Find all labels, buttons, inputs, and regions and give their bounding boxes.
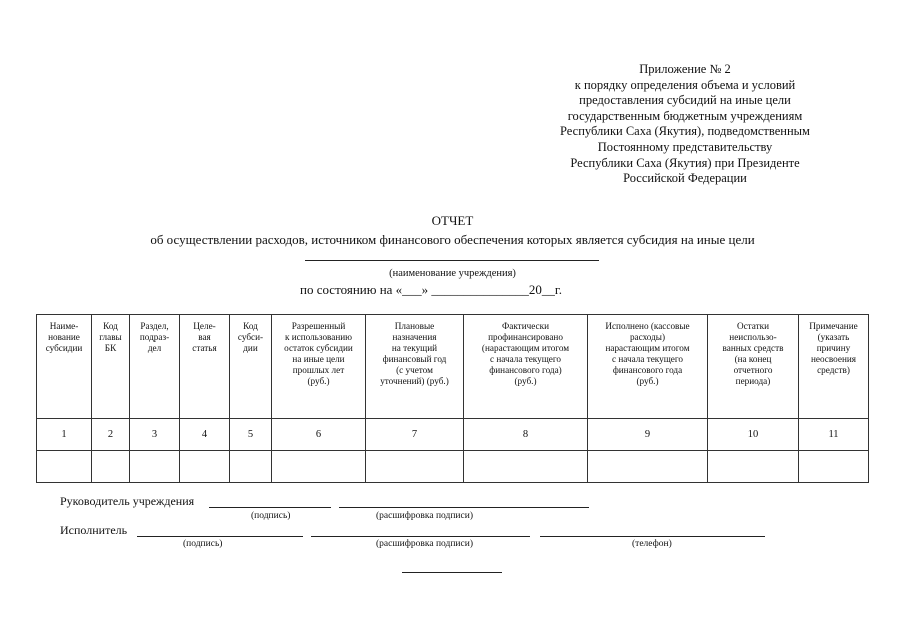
executor-decode-caption: (расшифровка подписи): [376, 539, 473, 549]
column-number: 8: [464, 419, 588, 451]
appendix-block: [520, 62, 850, 187]
appendix-line: Республики Саха (Якутия), подведомственным: [560, 124, 810, 139]
table-cell[interactable]: [230, 451, 272, 483]
col-header-note: Примечание (указать причину неосвоения средств): [799, 315, 869, 419]
executor-label: Исполнитель: [60, 523, 128, 537]
col-header-financed: Фактически профинансировано (нарастающим итогом с начала текущего финансового года) (руб.): [464, 315, 588, 419]
appendix-line: к порядку определения объема и условий: [574, 77, 796, 92]
col-header-executed: Исполнено (кассовые расходы) нарастающим итогом с начала текущего финансового года (руб.): [588, 315, 708, 419]
table-cell[interactable]: [272, 451, 366, 483]
head-signature-line[interactable]: [209, 507, 331, 508]
column-number: 7: [366, 419, 464, 451]
col-header-remaining: Остатки неиспользо- ванных средств (на конец отчетного периода): [708, 315, 799, 419]
executor-signature-caption: (подпись): [183, 539, 223, 549]
col-header-target-item: Целе- вая статья: [180, 315, 230, 419]
report-date-line: по состоянию на «___» _______________20__г.: [300, 282, 563, 297]
table-cell[interactable]: [37, 451, 92, 483]
column-number: 5: [230, 419, 272, 451]
appendix-line: предоставления субсидий на иные цели: [579, 93, 791, 108]
report-subtitle: об осуществлении расходов, источником финансового обеспечения которых является субсидия на иные цели: [150, 232, 755, 247]
report-table: [36, 314, 869, 483]
appendix-line: Постоянному представительству: [597, 139, 773, 154]
col-header-planned: Плановые назначения на текущий финансовый год (с учетом уточнений) (руб.): [366, 315, 464, 419]
appendix-line: Приложение № 2: [639, 62, 731, 76]
executor-signature-line[interactable]: [137, 536, 303, 537]
col-header-subsidy-code: Код субси- дии: [230, 315, 272, 419]
table-cell[interactable]: [464, 451, 588, 483]
executor-phone-caption: (телефон): [632, 539, 672, 549]
table-cell[interactable]: [799, 451, 869, 483]
table-row: [37, 451, 869, 483]
table-cell[interactable]: [92, 451, 130, 483]
column-number: 11: [799, 419, 869, 451]
column-number: 2: [92, 419, 130, 451]
head-decode-line[interactable]: [339, 507, 589, 508]
column-number: 6: [272, 419, 366, 451]
report-title: ОТЧЕТ: [431, 213, 474, 228]
executor-phone-line[interactable]: [540, 536, 765, 537]
column-number: 10: [708, 419, 799, 451]
table-header-row: [37, 315, 869, 419]
institution-name-line[interactable]: [305, 260, 599, 261]
appendix-line: Российской Федерации: [623, 171, 747, 186]
table-cell[interactable]: [130, 451, 180, 483]
table-cell[interactable]: [180, 451, 230, 483]
column-number: 4: [180, 419, 230, 451]
head-signature-caption: (подпись): [251, 511, 291, 521]
col-header-allowed-balance: Разрешенный к использованию остаток субсидии на иные цели прошлых лет (руб.): [272, 315, 366, 419]
col-header-bk-code: Код главы БК: [92, 315, 130, 419]
table-number-row: [37, 419, 869, 451]
table-cell[interactable]: [366, 451, 464, 483]
table-cell[interactable]: [588, 451, 708, 483]
column-number: 9: [588, 419, 708, 451]
column-number: 1: [37, 419, 92, 451]
table-cell[interactable]: [708, 451, 799, 483]
appendix-line: государственным бюджетным учреждениям: [567, 108, 803, 123]
institution-caption: (наименование учреждения): [389, 268, 516, 279]
footer-divider: [402, 572, 502, 573]
column-number: 3: [130, 419, 180, 451]
head-decode-caption: (расшифровка подписи): [376, 511, 473, 521]
col-header-section: Раздел, подраз- дел: [130, 315, 180, 419]
appendix-line: Республики Саха (Якутия) при Президенте: [570, 155, 800, 170]
head-label: Руководитель учреждения: [60, 494, 195, 508]
col-header-subsidy-name: Наиме- нование субсидии: [37, 315, 92, 419]
executor-decode-line[interactable]: [311, 536, 530, 537]
